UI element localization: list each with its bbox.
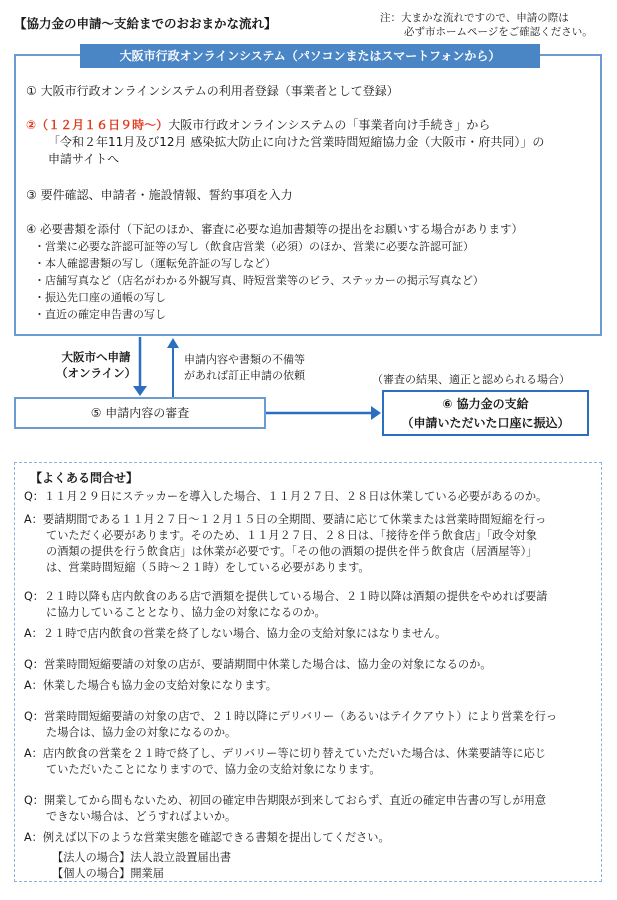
up-arrow-head: [167, 338, 179, 348]
step-4-item: ・本人確認書類の写し（運転免許証の写しなど）: [34, 257, 276, 270]
payment-box: [382, 390, 589, 436]
step-3: ③ 要件確認、申請者・施設情報、誓約事項を入力: [26, 188, 293, 202]
faq-example: 【法人の場合】法人設立設置届出書: [52, 851, 232, 864]
faq-question: Q：営業時間短縮要請の対象の店で、２１時以降にデリバリー（あるいはテイクアウト）により営業を行っ: [24, 710, 558, 723]
step-1: ① 大阪市行政オンラインシステムの利用者登録（事業者として登録）: [26, 84, 399, 98]
faq-answer: A：２１時で店内飲食の営業を終了しない場合、協力金の支給対象にはなりません。: [24, 627, 447, 640]
faq-answer: A：休業した場合も協力金の支給対象になります。: [24, 679, 277, 692]
payment-box-line: ⑥ 協力金の支給: [442, 397, 529, 411]
step-4-item: ・振込先口座の通帳の写し: [34, 291, 166, 304]
step-4-item: ・店舗写真など（店名がわかる外観写真、時短営業等のビラ、ステッカーの掲示写真など）: [34, 274, 484, 287]
faq-answer-cont: は、営業時間短縮（５時～２１時）をしている必要があります。: [46, 561, 370, 574]
resubmit-label-line: 申請内容や書類の不備等: [184, 353, 305, 366]
note-line: 注：大まかな流れですので、申請の際は: [380, 12, 569, 24]
approved-label: （審査の結果、適正と認められる場合）: [372, 373, 570, 386]
resubmit-label: [184, 352, 305, 384]
faq-question: Q：開業してから間もないため、初回の確定申告期限が到来しておらず、直近の確定申告書の写しが用意: [24, 794, 547, 807]
faq-answer: A：要請期間である１１月２７日～１２月１５日の全期間、要請に応じて休業または営業時間短縮を行っ: [24, 513, 547, 526]
online-system-header: 大阪市行政オンラインシステム（パソコンまたはスマートフォンから）: [80, 44, 540, 68]
apply-label-line: 大阪市へ申請: [61, 350, 131, 364]
faq-question-cont: に協力していることとなり、協力金の対象になるのか。: [46, 606, 326, 619]
apply-label: [56, 349, 136, 381]
page-title: 【協力金の申請～支給までのおおまかな流れ】: [14, 16, 277, 31]
resubmit-label-line: があれば訂正申請の依頼: [184, 369, 305, 382]
faq-question-cont: できない場合は、どうすればよいか。: [46, 810, 237, 823]
note-line: 必ず市ホームページをご確認ください。: [404, 26, 593, 38]
step-4-item: ・直近の確定申告書の写し: [34, 308, 166, 321]
apply-label-line: （オンライン）: [56, 366, 137, 380]
payment-box-line: （申請いただいた口座に振込）: [401, 416, 570, 430]
down-arrow-head: [133, 386, 147, 396]
step-2-date: （１２月１６日９時～）: [36, 118, 169, 132]
review-box: ⑤ 申請内容の審査: [14, 397, 266, 429]
step-2-text: 大阪市行政オンラインシステムの「事業者向け手続き」から: [168, 118, 491, 132]
faq-question-cont: た場合は、協力金の対象になるのか。: [46, 726, 237, 739]
faq-answer: A：例えば以下のような営業実態を確認できる書類を提出してください。: [24, 831, 390, 844]
faq-answer-cont: ていただいたことになりますので、協力金の支給対象になります。: [46, 763, 381, 776]
faq-question: Q：営業時間短縮要請の対象の店が、要請期間中休業した場合は、協力金の対象になるのか。: [24, 658, 492, 671]
step-2-num: ②: [26, 118, 37, 132]
right-arrow-head: [371, 406, 381, 420]
faq-example: 【個人の場合】開業届: [52, 867, 164, 880]
faq-question: Q：１１月２９日にステッカーを導入した場合、１１月２７日、２８日は休業している必要があるのか。: [24, 490, 548, 503]
faq-answer-cont: の酒類の提供を行う飲食店」は休業が必要です。「その他の酒類の提供を伴う飲食店（居酒屋等）」: [46, 545, 538, 558]
step-4-item: ・営業に必要な許認可証等の写し（飲食店営業（必須）のほか、営業に必要な許認可証）: [34, 240, 474, 253]
step-4: ④ 必要書類を添付（下記のほか、審査に必要な追加書類等の提出をお願いする場合があります）: [26, 222, 523, 236]
faq-title: 【よくある問合せ】: [30, 471, 139, 485]
faq-answer-cont: ていただく必要があります。そのため、１１月２７日、２８日は、「接待を伴う飲食店」「政令対象: [46, 529, 537, 542]
faq-question: Q：２１時以降も店内飲食のある店で酒類を提供している場合、２１時以降は酒類の提供をやめれば要請: [24, 590, 548, 603]
step-2-line2: 「令和２年11月及び12月 感染拡大防止に向けた営業時間短縮協力金（大阪市・府共同）」の: [48, 135, 545, 149]
step-2-line3: 申請サイトへ: [48, 152, 120, 166]
faq-answer: A：店内飲食の営業を２１時で終了し、デリバリー等に切り替えていただいた場合は、休業要請等に応じ: [24, 747, 546, 760]
